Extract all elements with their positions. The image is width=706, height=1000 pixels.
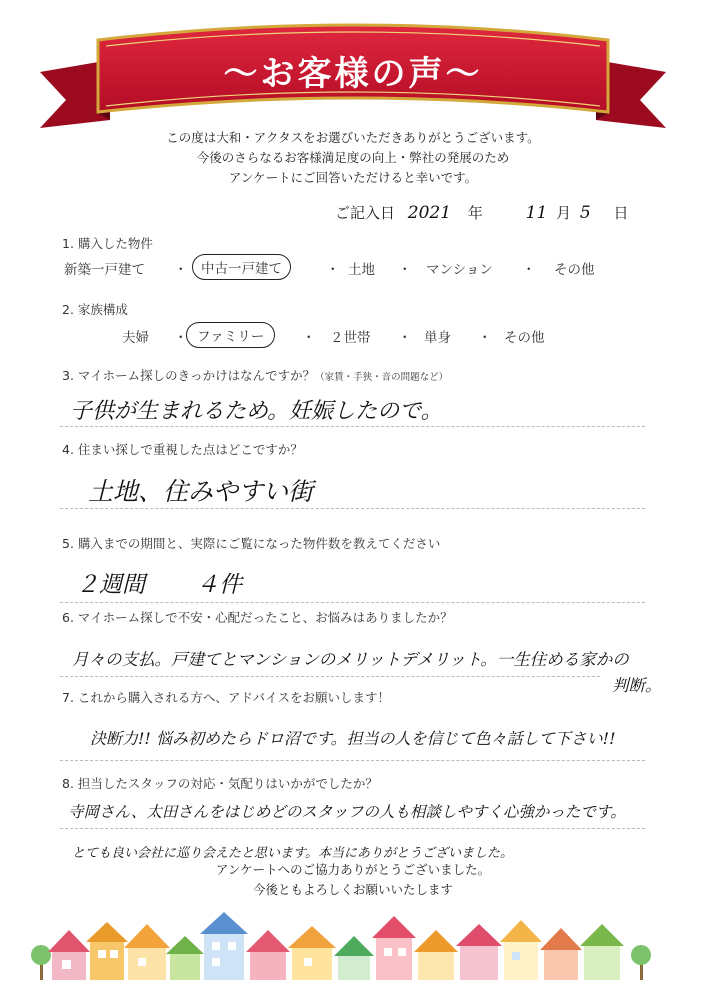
answer-line <box>60 508 645 509</box>
house-icon <box>540 928 582 980</box>
question-3-text: 3. マイホーム探しのきっかけはなんですか？ <box>62 368 316 383</box>
house-icon <box>580 924 624 980</box>
closing-line-1: アンケートへのご協力ありがとうございました。 <box>215 862 491 877</box>
date-day-unit: 日 <box>613 204 629 222</box>
tree-icon <box>631 945 651 980</box>
houses-illustration <box>0 900 706 1000</box>
intro-line-3: アンケートにご回答いただけると幸いです。 <box>228 170 478 185</box>
option-family-selected: ファミリー <box>186 322 275 348</box>
date-year-unit: 年 <box>467 204 483 222</box>
option-mansion: マンション <box>426 262 493 278</box>
option-other: その他 <box>554 262 595 278</box>
intro-line-1: この度は大和・アクタスをお選びいただきありがとうございます。 <box>166 130 540 145</box>
page-title: ～お客様の声～ <box>223 54 483 94</box>
question-1-options: 新築一戸建て ・ 中古一戸建て ・ 土地 ・ マンション ・ その他 <box>0 258 706 282</box>
closing-line-2: 今後ともよろしくお願いいたします <box>252 882 453 897</box>
house-icon <box>124 924 170 980</box>
answer-5-count: ４件 <box>196 572 242 598</box>
house-icon <box>246 930 290 980</box>
option-land: 土地 <box>348 262 375 278</box>
answer-line <box>60 676 600 677</box>
date-month-unit: 月 <box>556 204 572 222</box>
question-3-label <box>62 366 448 384</box>
house-icon <box>500 920 542 980</box>
house-icon <box>372 916 416 980</box>
option-new-house: 新築一戸建て <box>64 262 145 278</box>
house-icon <box>86 922 128 980</box>
tree-icon <box>31 945 51 980</box>
answer-5-period: ２週間 <box>76 572 145 598</box>
answer-4-handwritten: 土地、住みやすい街 <box>88 477 314 506</box>
house-icon <box>334 936 374 980</box>
date-label: ご記入日 <box>335 204 396 222</box>
question-2-label: 2. 家族構成 <box>62 302 128 317</box>
option-single: 単身 <box>424 330 451 346</box>
house-icon <box>288 926 336 980</box>
answer-line <box>60 426 645 427</box>
question-4-label: 4. 住まい探しで重視した点はどこですか？ <box>62 442 303 457</box>
question-1-label: 1. 購入した物件 <box>62 236 153 251</box>
question-2-options: 夫婦 ・ ファミリー ・ ２世帯 ・ 単身 ・ その他 <box>0 326 706 350</box>
question-6-label: 6. マイホーム探しで不安・心配だったこと、お悩みはありましたか？ <box>62 610 453 625</box>
answer-line <box>60 602 645 603</box>
option-used-house-selected: 中古一戸建て <box>192 254 291 280</box>
answer-3-handwritten: 子供が生まれるため。妊娠したので。 <box>70 399 443 424</box>
date-row <box>335 202 628 223</box>
question-3-note: （家賃・手狭・音の問題など） <box>315 372 449 383</box>
question-8-label: 8. 担当したスタッフの対応・気配りはいかがでしたか？ <box>62 776 378 791</box>
option-two-generation: ２世帯 <box>330 330 371 346</box>
house-icon <box>456 924 502 980</box>
answer-6-handwritten: 月々の支払。戸建てとマンションのメリットデメリット。一生住める家かの <box>72 650 629 669</box>
house-icon <box>166 936 204 980</box>
question-5-label: 5. 購入までの期間と、実際にご覧になった物件数を教えてください <box>62 536 441 551</box>
house-icon <box>48 930 90 980</box>
answer-line <box>60 760 645 761</box>
date-month: 11 <box>525 203 548 223</box>
answer-8-continued: とても良い会社に巡り会えたと思います。本当にありがとうございました。 <box>72 846 513 861</box>
answer-7-handwritten: 決断力!! 悩み初めたらドロ沼です。担当の人を信じて色々話して下さい!! <box>90 729 616 748</box>
date-day: 5 <box>579 203 591 223</box>
house-icon <box>414 930 458 980</box>
date-year: 2021 <box>407 203 452 223</box>
answer-6-continued: 判断。 <box>612 676 662 695</box>
question-7-label: 7. これから購入される方へ、アドバイスをお願いします！ <box>62 690 391 705</box>
house-icon <box>200 912 248 980</box>
answer-line <box>60 828 645 829</box>
option-couple: 夫婦 <box>122 330 149 346</box>
intro-line-2: 今後のさらなるお客様満足度の向上・弊社の発展のため <box>196 150 510 165</box>
answer-8-handwritten: 寺岡さん、太田さんをはじめどのスタッフの人も相談しやすく心強かったです。 <box>68 803 626 821</box>
option-other-2: その他 <box>504 330 545 346</box>
